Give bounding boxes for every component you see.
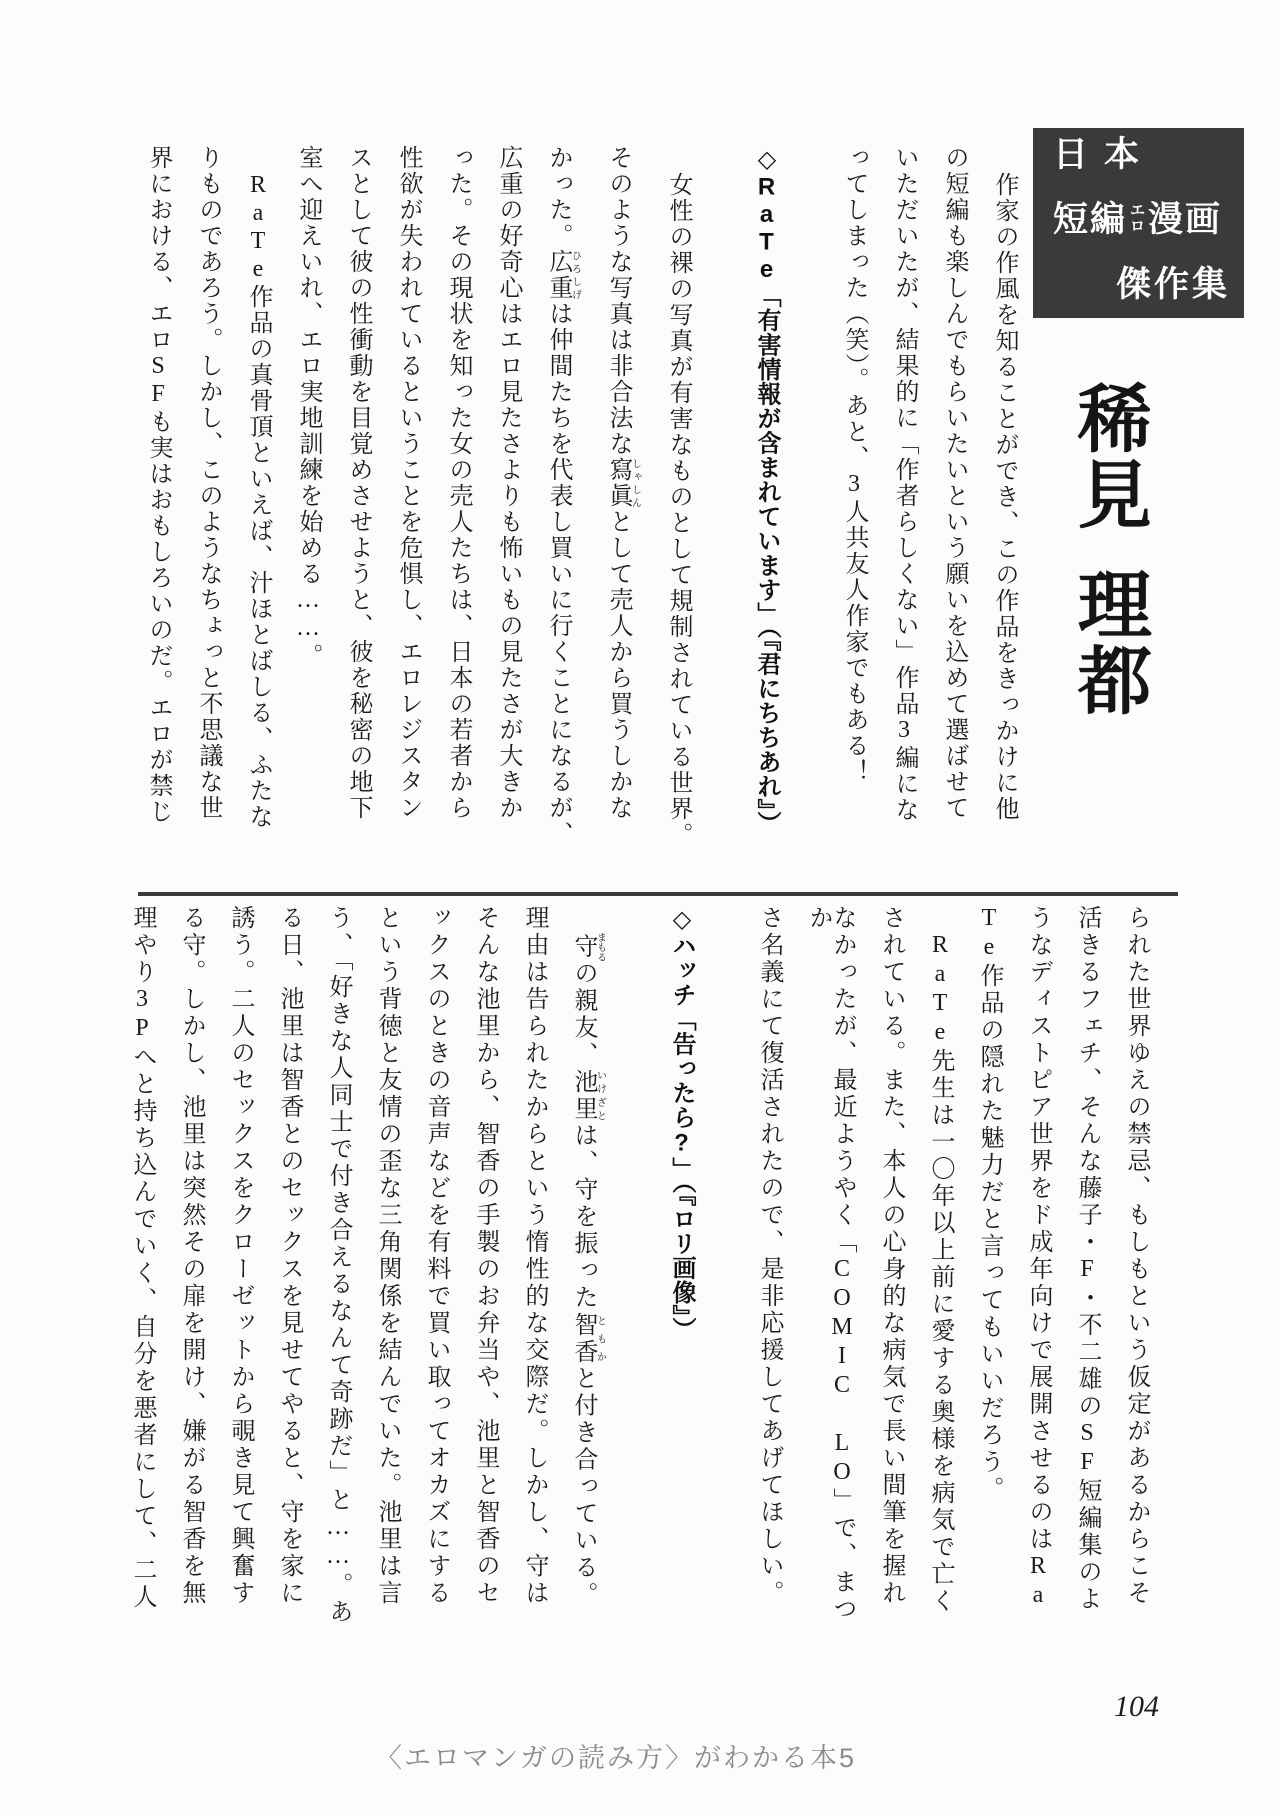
text-column: りものであろう。しかし、このようなちょっと不思議な世 xyxy=(195,145,221,821)
series-box-genre-post: 漫画 xyxy=(1148,199,1223,239)
book-footer-title: 〈エロマンガの読み方〉がわかる本5 xyxy=(375,1743,857,1773)
text-column: ックスのときの音声などを有料で買い取ってオカズにする xyxy=(423,905,449,1607)
author-name xyxy=(1066,380,1149,740)
section-heading: ◇ハッチ「告ったら?」（『ロリ画像』） xyxy=(668,905,695,1342)
text-column: RaTe作品の真骨頂といえば、汁ほとばしる、ふたな xyxy=(245,172,271,830)
text-column: されている。また、本人の心身的な病気で長い間筆を握れ xyxy=(878,905,904,1607)
text-column: そんな池里から、智香の手製のお弁当や、池里と智香のセ xyxy=(472,905,498,1607)
text-column: った。その現状を知った女の売人たちは、日本の若者から xyxy=(445,145,471,821)
text-column: 理由は告られたからという惰性的な交際だ。しかし、守は xyxy=(521,905,547,1607)
series-box-small-ero-bottom: ロ xyxy=(1130,219,1146,235)
text-column: さ名義にて復活されたので、是非応援してあげてほしい。 xyxy=(756,905,782,1607)
page-number: 104 xyxy=(1114,1690,1159,1723)
text-column: 作家の作風を知ることができ、この作品をきっかけに他 xyxy=(991,172,1017,822)
text-column: 室へ迎えいれ、エロ実地訓練を始める……。 xyxy=(295,145,321,669)
bottom-text-block xyxy=(105,905,1148,1645)
author-surname: 稀見 xyxy=(1066,380,1149,532)
text-column: の短編も楽しんでもらいたいという願いを込めて選ばせて xyxy=(941,145,967,821)
text-column: 守まもるの親友、池里いけざとは、守を振った智香ともかと付き合っている。 xyxy=(570,932,606,1609)
text-column: 女性の裸の写真が有害なものとして規制されている世界。 xyxy=(665,172,691,848)
text-column: そのような写真は非合法な寫眞しゃしんとして売人から買うしかな xyxy=(605,145,641,821)
text-column: ってしまった（笑）。あと、3人共友人作家でもある！ xyxy=(841,145,867,785)
series-box-genre-pre: 短編 xyxy=(1053,199,1128,239)
text-column: なかったが、最近ようやく「COMIC LO」で、まつか xyxy=(805,905,855,1623)
text-column: うなディストピア世界をド成年向けで展開させるのはRa xyxy=(1025,905,1051,1611)
series-title-box xyxy=(1033,128,1244,318)
section-heading: ◇RaTe「有害情報が含まれています」（『君にちちあれ』） xyxy=(753,145,780,836)
text-column: 広重の好奇心はエロ見たさよりも怖いもの見たさが大きか xyxy=(495,145,521,821)
text-column: という背徳と友情の歪な三角関係を結んでいた。池里は言 xyxy=(374,905,400,1607)
text-column: る日、池里は智香とのセックスを見せてやると、守を家に xyxy=(276,905,302,1607)
series-box-line-masterpieces: 傑作集 xyxy=(1115,264,1230,304)
series-box-small-ero-stack xyxy=(1130,204,1145,236)
text-column: る守。しかし、池里は突然その扉を開け、嫌がる智香を無 xyxy=(178,905,204,1607)
text-column: 誘う。二人のセックスをクローゼットから覗き見て興奮す xyxy=(227,905,253,1607)
author-given-name: 理都 xyxy=(1066,566,1149,718)
text-column: RaTe先生は一〇年以上前に愛する奥様を病気で亡く xyxy=(927,932,953,1615)
text-column: いただいたが、結果的に「作者らしくない」作品3編にな xyxy=(891,145,917,823)
section-divider xyxy=(138,892,1178,896)
text-column: 活きるフェチ、そんな藤子・F・不二雄のSF短編集のよ xyxy=(1074,905,1100,1613)
text-column: 性欲が失われているということを危惧し、エロレジスタン xyxy=(395,145,421,821)
text-column: かった。広重ひろしげは仲間たちを代表し買いに行くことになるが、 xyxy=(545,145,581,847)
text-column: う、「好きな人同士で付き合えるなんて奇跡だ」と……。あ xyxy=(325,905,351,1626)
text-column: スとして彼の性衝動を目覚めさせようと、彼を秘密の地下 xyxy=(345,145,371,821)
top-text-block xyxy=(120,145,1016,850)
series-box-line-genre xyxy=(1053,201,1234,240)
text-column: られた世界ゆえの禁忌、もしもという仮定があるからこそ xyxy=(1123,905,1149,1607)
series-box-small-ero-top: エ xyxy=(1130,203,1146,220)
series-box-line-japan: 日本 xyxy=(1053,135,1156,174)
text-column: Te作品の隠れた魅力だと言ってもいいだろう。 xyxy=(976,905,1002,1503)
text-column: 理やり3Pへと持ち込んでいく、自分を悪者にして、二人 xyxy=(129,905,155,1611)
text-column: 界における、エロSFも実はおもしろいのだ。エロが禁じ xyxy=(145,145,171,825)
